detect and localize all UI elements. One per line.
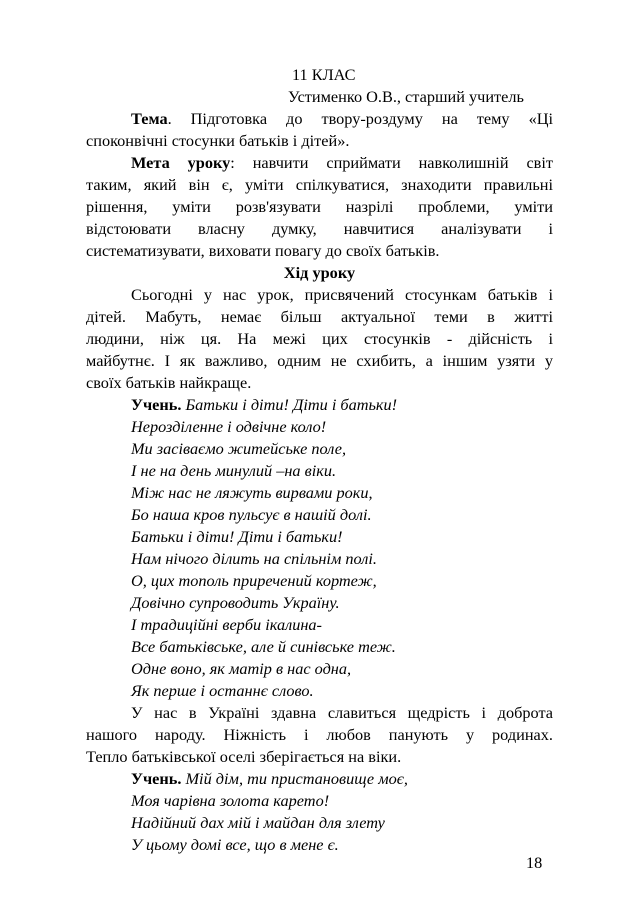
poem2-line: Надійний дах мій і майдан для злету: [131, 813, 385, 832]
poem1-line: Нерозділенне і одвічне коло!: [131, 417, 327, 436]
poem1-line: Батьки і діти! Діти і батьки!: [181, 395, 398, 414]
goal-text-line: систематизувати, виховати повагу до своїх батьків.: [86, 241, 440, 260]
poem1-line: Між нас не ляжуть вирвами роки,: [131, 483, 373, 502]
goal-text-line: таким, який він є, уміти спілкуватися, знаходити правильні: [86, 175, 553, 194]
goal-text: : навчити сприймати навколишній світ: [230, 153, 553, 172]
para2-line: У нас в Україні здавна славиться щедрість і доброта: [131, 703, 553, 722]
para2-line: Тепло батьківської оселі зберігається на віки.: [86, 747, 402, 766]
poem1-speaker: Учень.: [131, 395, 182, 414]
intro-line: дітей. Мабуть, немає більш актуальної теми в житті: [86, 307, 553, 326]
author-line: Устименко О.В., старший учитель: [288, 87, 524, 106]
intro-line: Сьогодні у нас урок, присвячений стосункам батьків і: [131, 285, 553, 304]
intro-line: людини, ніж ця. На межі цих стосунків - дійсність і: [86, 329, 553, 348]
grade-heading: 11 КЛАС: [292, 65, 356, 84]
goal-text-line: відстоювати власну думку, навчитися аналізувати і: [86, 219, 553, 238]
poem2-line: У цьому домі все, що в мене є.: [131, 835, 339, 854]
para2-line: нашого народу. Ніжність і любов панують у родинах.: [86, 725, 553, 744]
poem1-line: Ми засіваємо житейське поле,: [131, 439, 347, 458]
intro-line: майбутнє. І як важливо, одним не схибить, а іншим узяти у: [86, 351, 553, 370]
poem2-first-line: [131, 768, 553, 790]
poem1-line: Все батьківське, але й синівське теж.: [131, 637, 396, 656]
poem2-speaker: Учень.: [131, 769, 182, 788]
intro-line: своїх батьків найкраще.: [86, 373, 252, 392]
goal-line: [131, 152, 553, 174]
poem2-line: Моя чарівна золота карето!: [131, 791, 330, 810]
poem1-line: О, цих тополь приречений кортеж,: [131, 571, 377, 590]
poem1-line: Одне воно, як матір в нас одна,: [131, 659, 352, 678]
poem1-line: Нам нічого ділить на спільнім полі.: [131, 549, 377, 568]
poem1-line: І традиційні верби ікалина-: [131, 615, 322, 634]
page-number: 18: [526, 853, 543, 872]
section-title: Хід уроку: [283, 263, 356, 282]
poem1-line: Довічно супроводить Україну.: [131, 593, 340, 612]
topic-line: [131, 108, 553, 130]
topic-continuation: споконвічні стосунки батьків і дітей».: [86, 131, 350, 150]
goal-text-line: рішення, уміти розв'язувати назрілі проблеми, уміти: [86, 197, 553, 216]
poem1-line: Бо наша кров пульсує в нашій долі.: [131, 505, 372, 524]
poem1-line: Батьки і діти! Діти і батьки!: [131, 527, 343, 546]
poem2-line: Мій дім, ти пристановище моє,: [181, 769, 408, 788]
poem1-first-line: [131, 394, 553, 416]
poem1-line: Як перше і останнє слово.: [131, 681, 314, 700]
topic-label: Тема: [131, 109, 168, 128]
poem1-line: І не на день минулий –на віки.: [131, 461, 337, 480]
goal-label: Мета уроку: [131, 153, 231, 172]
topic-text: . Підготовка до твору-роздуму на тему «Ці: [167, 109, 553, 128]
